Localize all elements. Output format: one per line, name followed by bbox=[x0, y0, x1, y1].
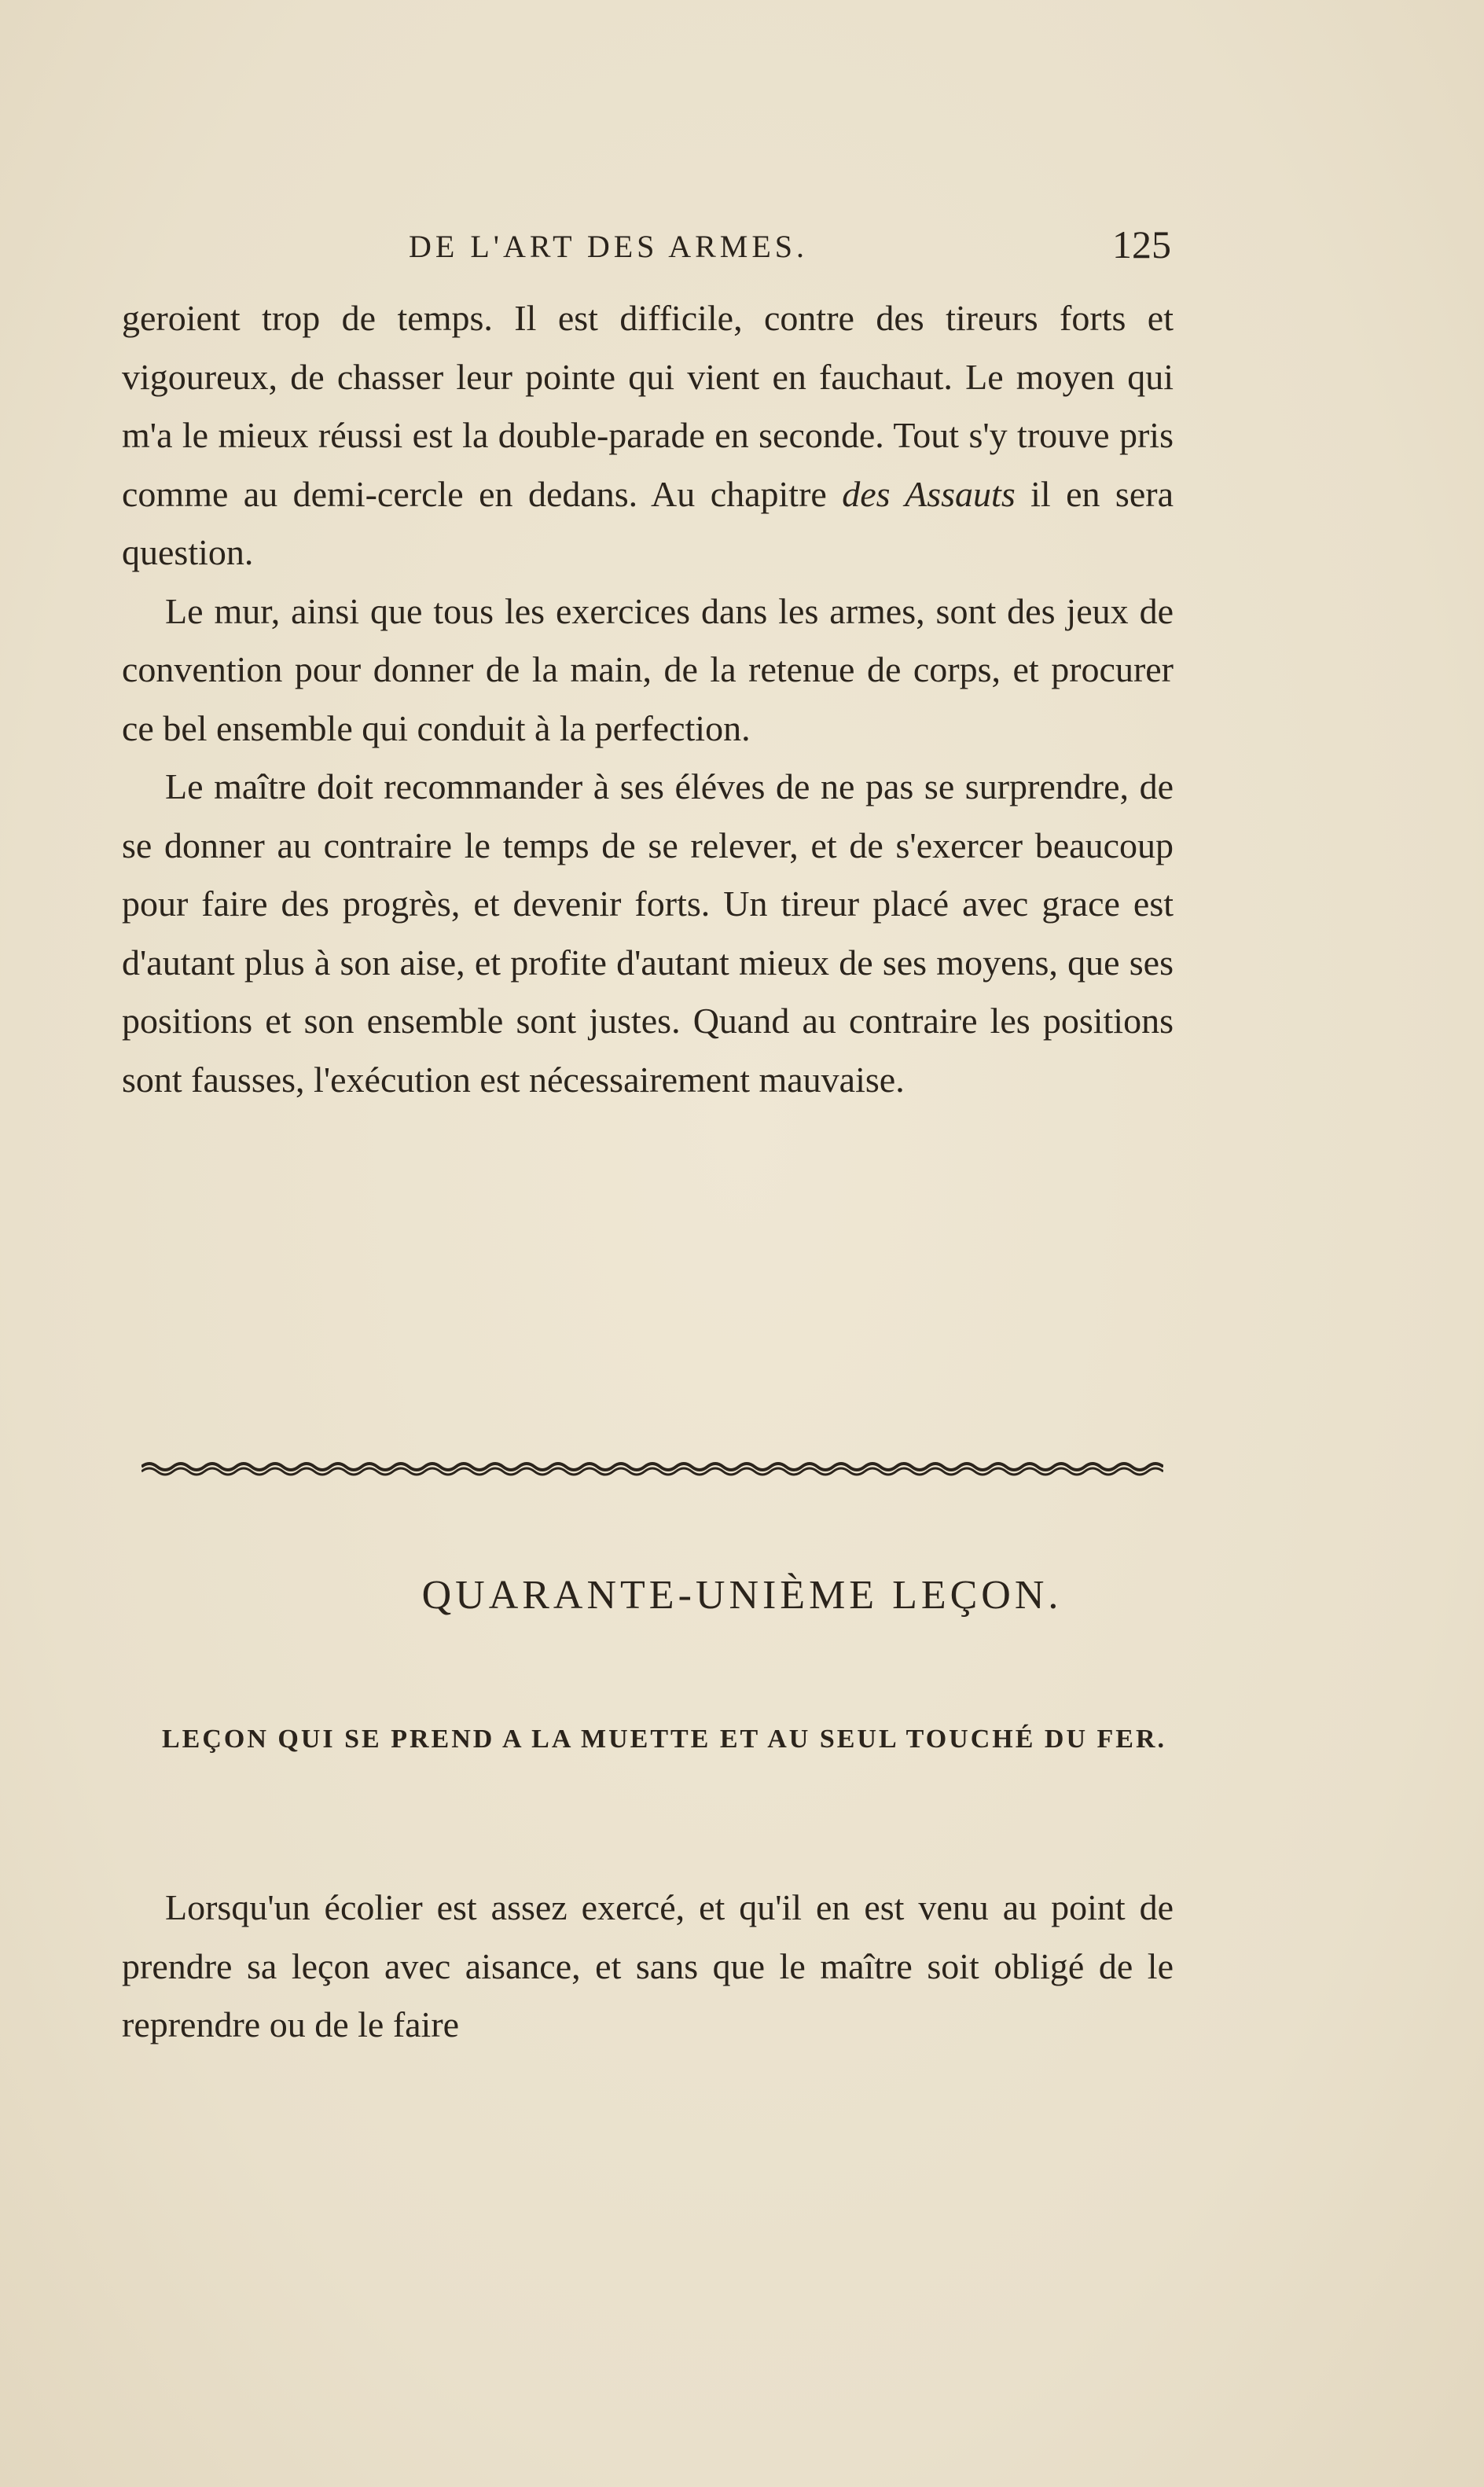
page-number: 125 bbox=[1112, 222, 1171, 266]
italic-reference: des Assauts bbox=[842, 473, 1016, 514]
paragraph-text: geroient trop de temps. Il est difficile, contre des tireurs forts et vigoureux, de chasser leur pointe qui vient en fauchaut. Le moyen qui m'a le mieux réussi est la double-parade en seconde. Tout s'y trouve pris comme au demi-cercle en dedans. Au chapitre bbox=[122, 298, 1174, 514]
lesson-subtitle: LEÇON QUI SE PREND A LA MUETTE ET AU SEUL TOUCHÉ DU FER. bbox=[162, 1725, 1166, 1754]
ornamental-rule bbox=[141, 1460, 1163, 1478]
lesson-title: QUARANTE-UNIÈME LEÇON. bbox=[421, 1573, 1063, 1618]
running-title: DE L'ART DES ARMES. bbox=[409, 229, 809, 264]
paragraph-lesson: Lorsqu'un écolier est assez exercé, et qu'il en est venu au point de prendre sa leçon avec aisance, et sans que le maître soit obligé de le reprendre ou de le faire bbox=[122, 1887, 1174, 2044]
paragraph-text-end: il en sera question. bbox=[122, 473, 1174, 572]
paragraph-maitre: Le maître doit recommander à ses éléves de ne pas se surprendre, de se donner au contraire le temps de se relever, et de s'exercer beaucoup pour faire des progrès, et devenir forts. Un tireur placé avec grace est d'autant plus à son aise, et profite d'autant mieux de ses moyens, que ses positions et son ensemble sont justes. Quand au contraire les positions sont fausses, l'exécution est nécessairement mauvaise. bbox=[122, 766, 1174, 1100]
body-text bbox=[122, 289, 1174, 1109]
lesson-body bbox=[122, 1879, 1174, 2055]
paragraph-continuation bbox=[122, 289, 1174, 582]
running-head bbox=[118, 222, 1171, 283]
paragraph-mur: Le mur, ainsi que tous les exercices dans les armes, sont des jeux de convention pour donner de la main, de la retenue de corps, et procurer ce bel ensemble qui conduit à la perfection. bbox=[122, 590, 1174, 748]
